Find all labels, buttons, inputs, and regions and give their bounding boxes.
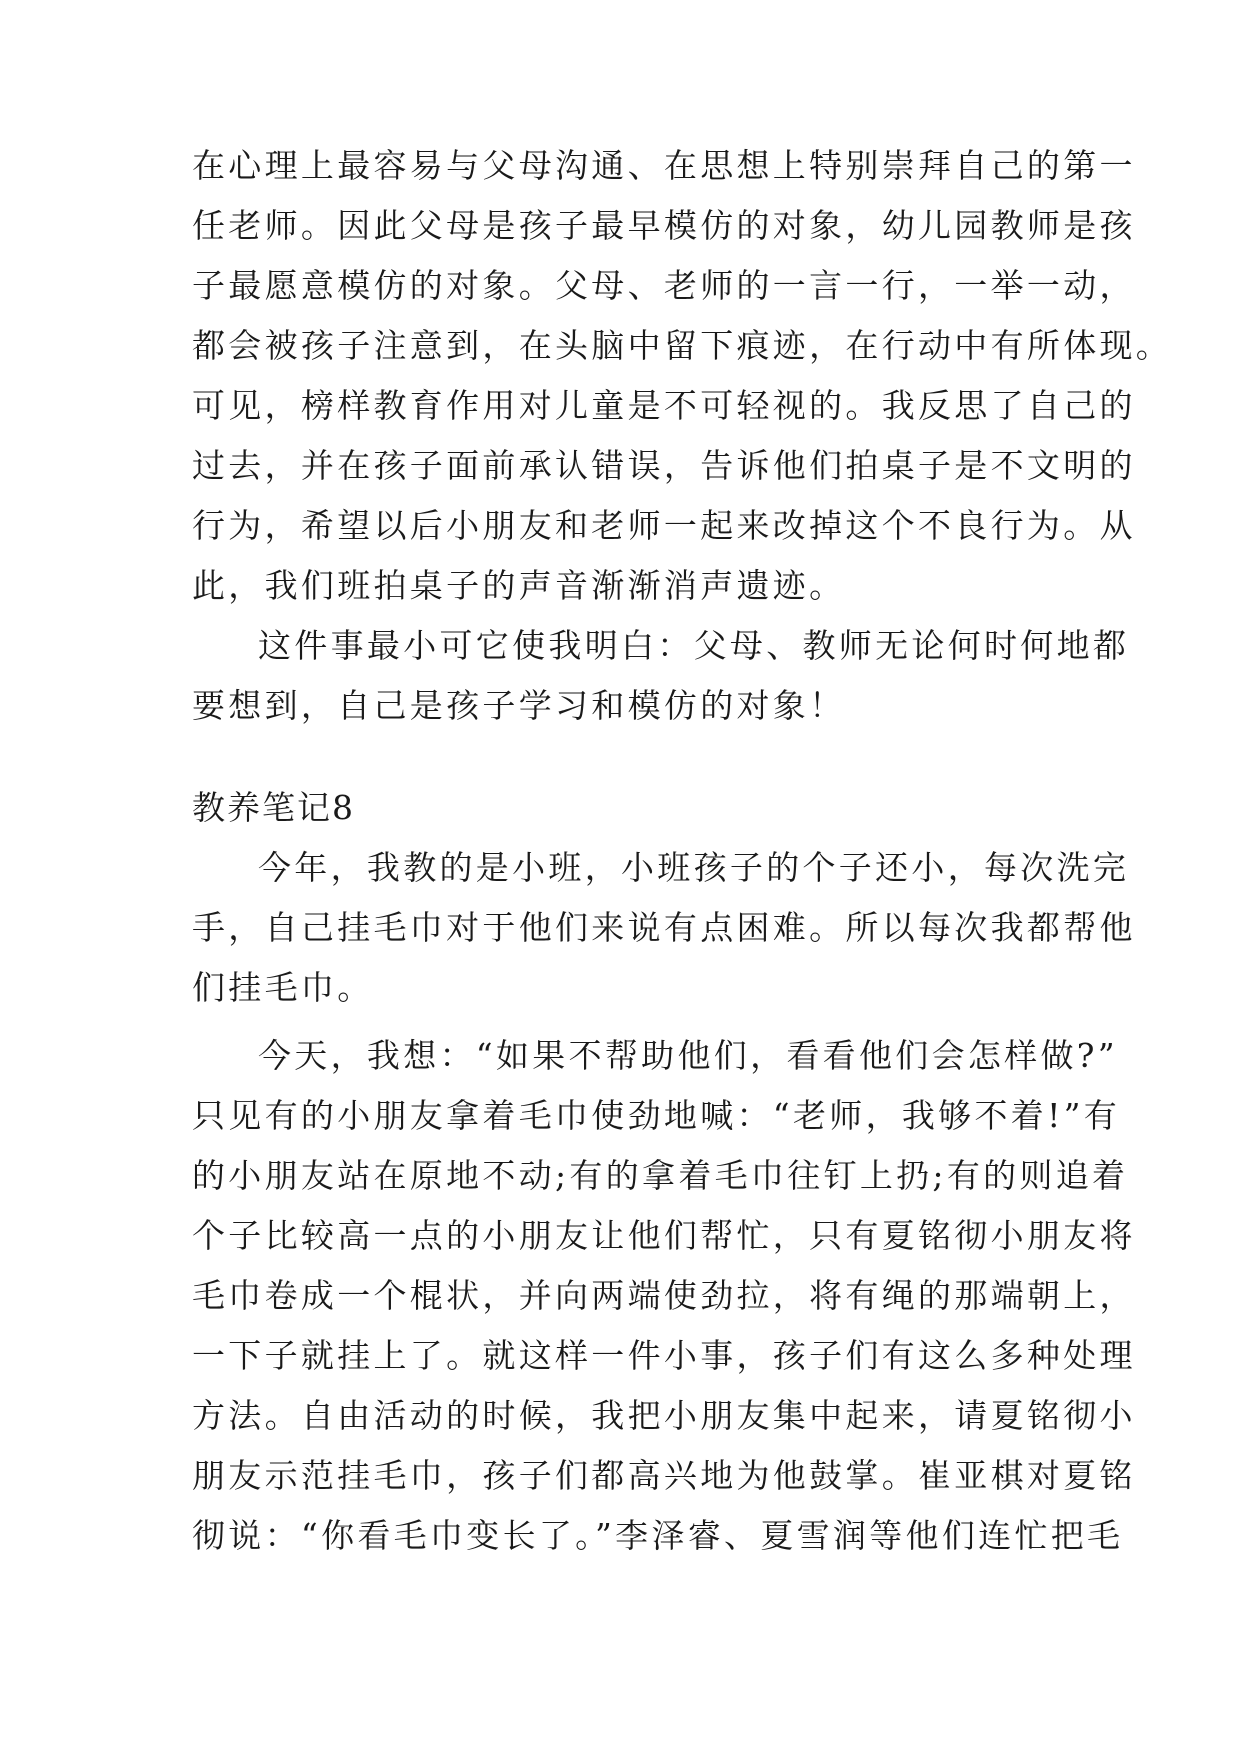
text-line: 方法。自由活动的时候，我把小朋友集中起来，请夏铭彻小	[192, 1396, 1136, 1435]
text-line: 个子比较高一点的小朋友让他们帮忙，只有夏铭彻小朋友将	[192, 1216, 1136, 1255]
text-line: 彻说：“你看毛巾变长了。”李泽睿、夏雪润等他们连忙把毛	[192, 1516, 1124, 1555]
text-line: 此，我们班拍桌子的声音渐渐消声遗迹。	[192, 566, 846, 605]
section-title: 教养笔记8	[192, 788, 355, 827]
text-line: 只见有的小朋友拿着毛巾使劲地喊：“老师，我够不着!”有	[192, 1096, 1121, 1135]
text-line: 朋友示范挂毛巾，孩子们都高兴地为他鼓掌。崔亚棋对夏铭	[192, 1456, 1136, 1495]
text-line: 行为，希望以后小朋友和老师一起来改掉这个不良行为。从	[192, 506, 1136, 545]
text-line: 都会被孩子注意到，在头脑中留下痕迹，在行动中有所体现。	[192, 326, 1173, 365]
text-line: 要想到，自己是孩子学习和模仿的对象！	[192, 686, 846, 725]
text-line: 今天，我想：“如果不帮助他们，看看他们会怎样做?”	[258, 1036, 1118, 1075]
text-line: 们挂毛巾。	[192, 968, 374, 1007]
text-line: 子最愿意模仿的对象。父母、老师的一言一行，一举一动，	[192, 266, 1136, 305]
text-line: 在心理上最容易与父母沟通、在思想上特别崇拜自己的第一	[192, 146, 1136, 185]
text-line: 任老师。因此父母是孩子最早模仿的对象，幼儿园教师是孩	[192, 206, 1136, 245]
text-line: 毛巾卷成一个棍状，并向两端使劲拉，将有绳的那端朝上，	[192, 1276, 1136, 1315]
text-line: 手，自己挂毛巾对于他们来说有点困难。所以每次我都帮他	[192, 908, 1136, 947]
text-line: 过去，并在孩子面前承认错误，告诉他们拍桌子是不文明的	[192, 446, 1136, 485]
text-line: 的小朋友站在原地不动;有的拿着毛巾往钉上扔;有的则追着	[192, 1156, 1129, 1195]
text-line: 这件事最小可它使我明白：父母、教师无论何时何地都	[258, 626, 1130, 665]
text-line: 今年，我教的是小班，小班孩子的个子还小，每次洗完	[258, 848, 1130, 887]
text-line: 可见，榜样教育作用对儿童是不可轻视的。我反思了自己的	[192, 386, 1136, 425]
text-line: 一下子就挂上了。就这样一件小事，孩子们有这么多种处理	[192, 1336, 1136, 1375]
